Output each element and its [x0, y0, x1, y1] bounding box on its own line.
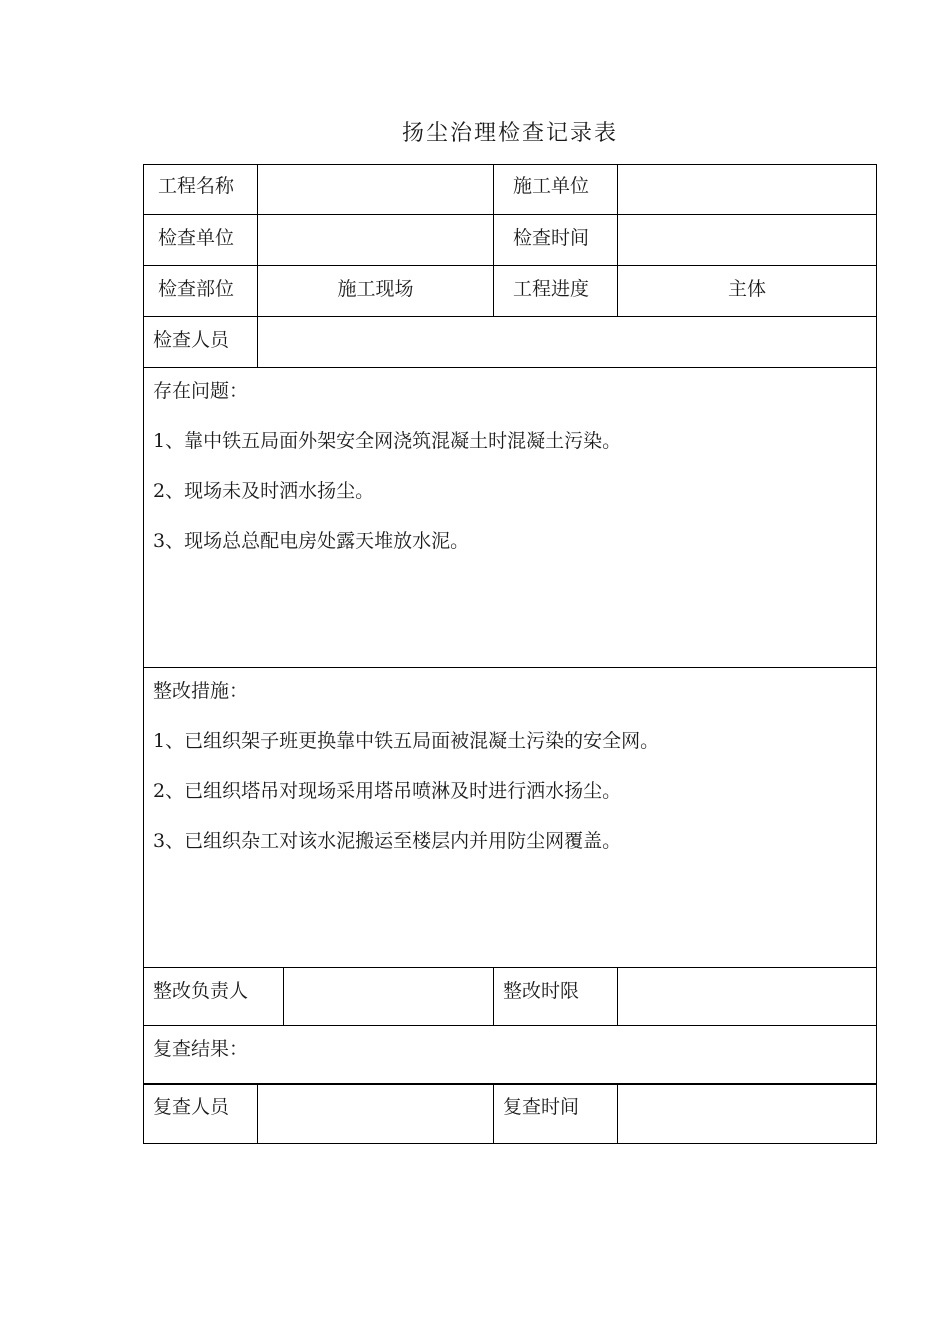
project-name-label: 工程名称: [158, 175, 235, 197]
inspectors-label: 检查人员: [153, 329, 230, 351]
rectification-deadline-value: [618, 968, 876, 1025]
inspection-time-label: 检查时间: [513, 227, 590, 249]
rectification-person-label: 整改负责人: [153, 980, 249, 1002]
project-name-value: [258, 165, 493, 214]
rectification-person-value: [284, 968, 493, 1025]
reviewer-label: 复查人员: [153, 1096, 230, 1118]
inspection-location-label: 检查部位: [158, 278, 235, 300]
rectification-deadline-label: 整改时限: [503, 980, 580, 1002]
measure-item: 2、已组织塔吊对现场采用塔吊喷淋及时进行洒水扬尘。: [153, 780, 622, 802]
border-right: [876, 164, 877, 1144]
inspectors-value: [258, 317, 876, 367]
problems-heading: 存在问题：: [153, 380, 249, 402]
construction-unit-value: [618, 165, 876, 214]
review-time-value: [618, 1085, 876, 1143]
column-divider: [493, 1084, 494, 1144]
row-divider: [143, 265, 877, 266]
measure-item: 3、已组织杂工对该水泥搬运至楼层内并用防尘网覆盖。: [153, 830, 622, 852]
inspection-unit-label: 检查单位: [158, 227, 235, 249]
column-divider: [493, 164, 494, 317]
row-divider: [143, 367, 877, 368]
review-time-label: 复查时间: [503, 1096, 580, 1118]
border-left: [143, 164, 144, 1144]
problem-item: 2、现场未及时洒水扬尘。: [153, 480, 375, 502]
measure-item: 1、已组织架子班更换靠中铁五局面被混凝土污染的安全网。: [153, 730, 660, 752]
progress-label: 工程进度: [513, 278, 590, 300]
problem-item: 3、现场总总配电房处露天堆放水泥。: [153, 530, 470, 552]
problem-item: 1、靠中铁五局面外架安全网浇筑混凝土时混凝土污染。: [153, 430, 622, 452]
review-result-label: 复查结果：: [153, 1038, 249, 1060]
measures-heading: 整改措施：: [153, 680, 249, 702]
row-divider: [143, 667, 877, 668]
inspection-time-value: [618, 215, 876, 265]
column-divider: [493, 967, 494, 1026]
inspection-unit-value: [258, 215, 493, 265]
inspection-location-value: 施工现场: [337, 278, 414, 300]
row-divider: [143, 1025, 877, 1026]
reviewer-value: [258, 1085, 493, 1143]
border-bottom: [143, 1143, 877, 1144]
document-title: 扬尘治理检查记录表: [401, 121, 618, 146]
construction-unit-label: 施工单位: [513, 175, 590, 197]
progress-value: 主体: [727, 278, 766, 300]
